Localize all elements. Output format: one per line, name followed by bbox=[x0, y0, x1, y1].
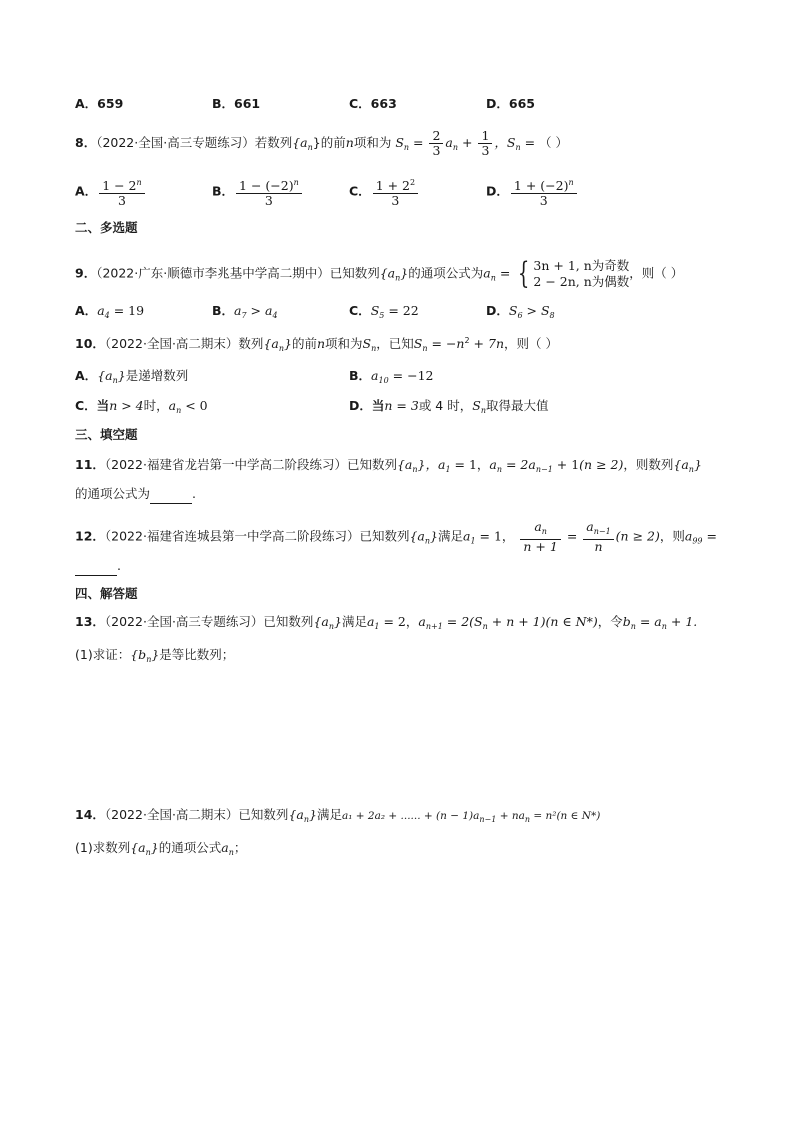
q8-option-b: B． $\frac{1 - (-2)^n}{3}$ bbox=[212, 176, 304, 208]
question-number: 8． bbox=[75, 135, 97, 150]
q10-option-a: A．$\{a_n\}$是递增数列 bbox=[75, 368, 189, 385]
question-13-part1: (1)求证：$\{b_n\}$是等比数列； bbox=[75, 647, 235, 664]
fraction: $\frac{a_{n-1}}{n}$ bbox=[583, 520, 613, 554]
fraction: $\frac{a_n}{n + 1}$ bbox=[520, 520, 560, 554]
q9-option-a: A．$a_4 = 19$ bbox=[75, 303, 145, 320]
q10-option-c: C．当n > 4时，$a_n < 0$ bbox=[75, 398, 208, 415]
question-8: 8．（2022·全国·高三专题练习）若数列$\{a_n\}$的前n项和为 $S_n$ = $\frac{2}{3}$ $a_n$ + $\frac{1}{3}$ ，$S_n$ = （ ） bbox=[75, 128, 569, 158]
q10-option-b: B．$a_{10} = -12$ bbox=[349, 368, 434, 385]
q9-option-d: D．$S_6 > S_8$ bbox=[486, 303, 555, 320]
fraction: $\frac{1}{3}$ bbox=[478, 129, 492, 158]
q7-option-c: C．663 bbox=[349, 96, 397, 111]
section-heading-multi-choice: 二、多选题 bbox=[75, 220, 138, 235]
question-13: 13．（2022·全国·高三专题练习）已知数列$\{a_n\}$满足$a_1 = 2$，$a_{n+1} = 2(S_n + n + 1)(n$ ∈ N*)，令$b_n = a_n + 1$. bbox=[75, 614, 698, 631]
q7-option-d: D．665 bbox=[486, 96, 535, 111]
question-14: 14．（2022·全国·高二期末）已知数列$\{a_n\}$满足a₁ + 2a₂ + ...... + $(n - 1)a_{n-1} + na_n = n^2(n$ ∈ N*) bbox=[75, 807, 601, 824]
section-heading-fill-blank: 三、填空题 bbox=[75, 427, 138, 442]
question-14-part1: (1)求数列$\{a_n\}$的通项公式$a_n$； bbox=[75, 840, 247, 857]
q7-option-a: A．659 bbox=[75, 96, 124, 111]
q10-option-d: D．当n = 3或 4 时，$S_n$取得最大值 bbox=[349, 398, 549, 415]
answer-blank bbox=[75, 563, 117, 576]
piecewise-cases: 3n + 1, n为奇数 2 − 2n, n为偶数 bbox=[533, 258, 630, 289]
q9-option-b: B．$a_7 > a_4$ bbox=[212, 303, 278, 320]
q8-option-c: C． $\frac{1 + 2^2}{3}$ bbox=[349, 176, 420, 208]
question-12: 12．（2022·福建省连城县第一中学高二阶段练习）已知数列$\{a_n\}$满足$a_1 = 1$， $\frac{a_n}{n + 1}$ = $\frac{a_{n-1}}{n}$ (n ≥ 2)，则$a_{99}$ = bbox=[75, 519, 717, 554]
answer-blank bbox=[150, 491, 192, 504]
question-12-line2: . bbox=[75, 556, 121, 576]
question-10: 10．（2022·全国·高二期末）数列$\{a_n\}$的前n项和为$S_n$，已知$S_n = -n^2 + 7n$，则（ ） bbox=[75, 336, 558, 353]
question-source: （2022·全国·高三专题练习） bbox=[96, 135, 255, 150]
q8-option-d: D． $\frac{1 + (-2)^n}{3}$ bbox=[486, 176, 579, 208]
q8-option-a: A． $\frac{1 - 2^n}{3}$ bbox=[75, 176, 147, 208]
q7-option-b: B．661 bbox=[212, 96, 261, 111]
q9-option-c: C．$S_5 = 22$ bbox=[349, 303, 419, 320]
question-9: 9．（2022·广东·顺德市李兆基中学高二期中）已知数列$\{a_n\}$的通项公式为$a_n$ = { 3n + 1, n为奇数 2 − 2n, n为偶数 ，则（ ） bbox=[75, 256, 684, 291]
section-heading-solution: 四、解答题 bbox=[75, 586, 138, 601]
question-11-line2: 的通项公式为 . bbox=[75, 484, 196, 504]
fraction: $\frac{2}{3}$ bbox=[429, 129, 443, 158]
question-11: 11．（2022·福建省龙岩第一中学高二阶段练习）已知数列$\{a_n\}$，$a_1 = 1$，$a_n = 2a_{n-1} + 1(n \ge 2)$，则数列$\{a_n\}$ bbox=[75, 457, 702, 474]
